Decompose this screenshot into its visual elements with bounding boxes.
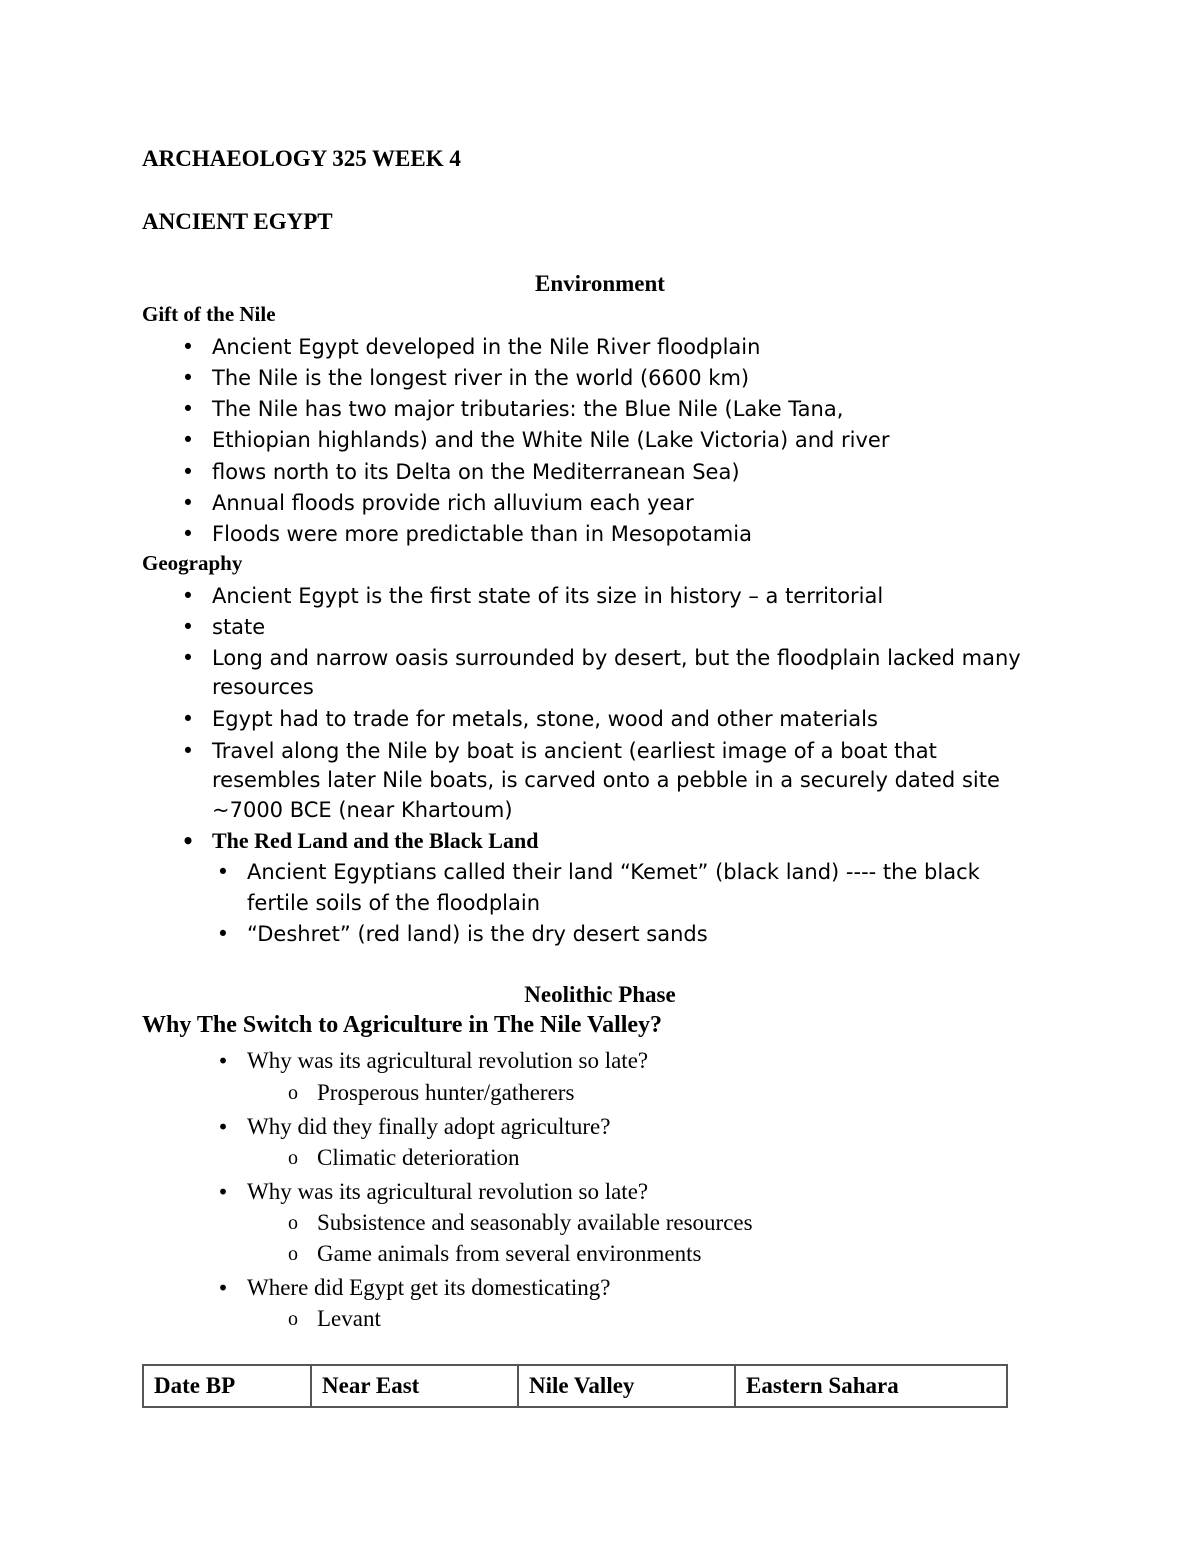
subheading-geography: Geography xyxy=(142,551,243,575)
list-item-red-black-land: • The Red Land and the Black Land xyxy=(212,826,538,856)
list-item: • Travel along the Nile by boat is ancient (earliest image of a boat that xyxy=(212,736,937,766)
table-header-cell: Date BP xyxy=(143,1365,311,1407)
bullet-icon: • xyxy=(217,1049,229,1073)
neolithic-question-heading: Why The Switch to Agriculture in The Nile Valley? xyxy=(142,1012,663,1038)
list-item: • Egypt had to trade for metals, stone, wood and other materials xyxy=(212,704,878,734)
course-title: ARCHAEOLOGY 325 WEEK 4 xyxy=(142,146,461,171)
circle-bullet-icon: o xyxy=(288,1212,298,1234)
list-item: • Floods were more predictable than in Mesopotamia xyxy=(212,519,752,549)
list-item: • Where did Egypt get its domesticating? xyxy=(247,1272,610,1304)
circle-bullet-icon: o xyxy=(288,1147,298,1169)
list-item: • Long and narrow oasis surrounded by desert, but the floodplain lacked many xyxy=(212,643,1021,673)
section-title-environment: Environment xyxy=(535,271,665,296)
sub-list-item: o Levant xyxy=(317,1303,381,1335)
bullet-icon: • xyxy=(181,584,195,608)
table-header-cell: Nile Valley xyxy=(518,1365,735,1407)
table-header-cell: Near East xyxy=(311,1365,518,1407)
circle-bullet-icon: o xyxy=(288,1308,298,1330)
bullet-icon: • xyxy=(181,707,195,731)
list-item: • Annual floods provide rich alluvium each year xyxy=(212,488,694,518)
sub-list-item: o Climatic deterioration xyxy=(317,1142,519,1174)
bullet-icon: • xyxy=(181,829,195,853)
bullet-icon: • xyxy=(181,428,195,452)
list-item: • Ancient Egypt developed in the Nile River floodplain xyxy=(212,332,760,362)
sub-list-item: o Prosperous hunter/gatherers xyxy=(317,1077,574,1109)
bullet-icon: • xyxy=(181,646,195,670)
bullet-icon: • xyxy=(181,739,195,763)
list-item: • Ethiopian highlands) and the White Nile (Lake Victoria) and river xyxy=(212,425,889,455)
bullet-icon: • xyxy=(181,615,195,639)
list-item: • Ancient Egyptians called their land “Kemet” (black land) ---- the black xyxy=(247,857,980,887)
table-header-row xyxy=(143,1365,1007,1407)
list-item-continuation: fertile soils of the floodplain xyxy=(247,891,541,915)
list-item: • Why was its agricultural revolution so late? xyxy=(247,1045,648,1077)
table-header-cell: Eastern Sahara xyxy=(735,1365,1007,1407)
comparison-table xyxy=(142,1364,1008,1408)
list-item-continuation: resembles later Nile boats, is carved onto a pebble in a securely dated site xyxy=(212,768,1000,792)
section-title-neolithic: Neolithic Phase xyxy=(524,982,676,1007)
list-item: • state xyxy=(212,612,265,642)
list-item: • The Nile is the longest river in the world (6600 km) xyxy=(212,363,749,393)
bullet-icon: • xyxy=(217,1276,229,1300)
list-item: • Ancient Egypt is the first state of its size in history – a territorial xyxy=(212,581,883,611)
bullet-icon: • xyxy=(216,860,230,884)
bullet-icon: • xyxy=(181,366,195,390)
bullet-icon: • xyxy=(181,335,195,359)
sub-list-item: o Subsistence and seasonably available resources xyxy=(317,1207,753,1239)
bullet-icon: • xyxy=(217,1115,229,1139)
list-item: • flows north to its Delta on the Mediterranean Sea) xyxy=(212,457,740,487)
bullet-icon: • xyxy=(217,1180,229,1204)
circle-bullet-icon: o xyxy=(288,1243,298,1265)
list-item-continuation: ~7000 BCE (near Khartoum) xyxy=(212,798,513,822)
sub-list-item: o Game animals from several environments xyxy=(317,1238,702,1270)
subheading-gift-of-the-nile: Gift of the Nile xyxy=(142,302,276,326)
bullet-icon: • xyxy=(181,491,195,515)
list-item: • Why was its agricultural revolution so late? xyxy=(247,1176,648,1208)
circle-bullet-icon: o xyxy=(288,1082,298,1104)
list-item-continuation: resources xyxy=(212,675,314,699)
bullet-icon: • xyxy=(181,397,195,421)
bullet-icon: • xyxy=(181,522,195,546)
list-item: • Why did they finally adopt agriculture? xyxy=(247,1111,610,1143)
list-item: • The Nile has two major tributaries: the Blue Nile (Lake Tana, xyxy=(212,394,843,424)
topic-title: ANCIENT EGYPT xyxy=(142,209,333,234)
list-item: • “Deshret” (red land) is the dry desert sands xyxy=(247,919,708,949)
bullet-icon: • xyxy=(216,922,230,946)
bullet-icon: • xyxy=(181,460,195,484)
